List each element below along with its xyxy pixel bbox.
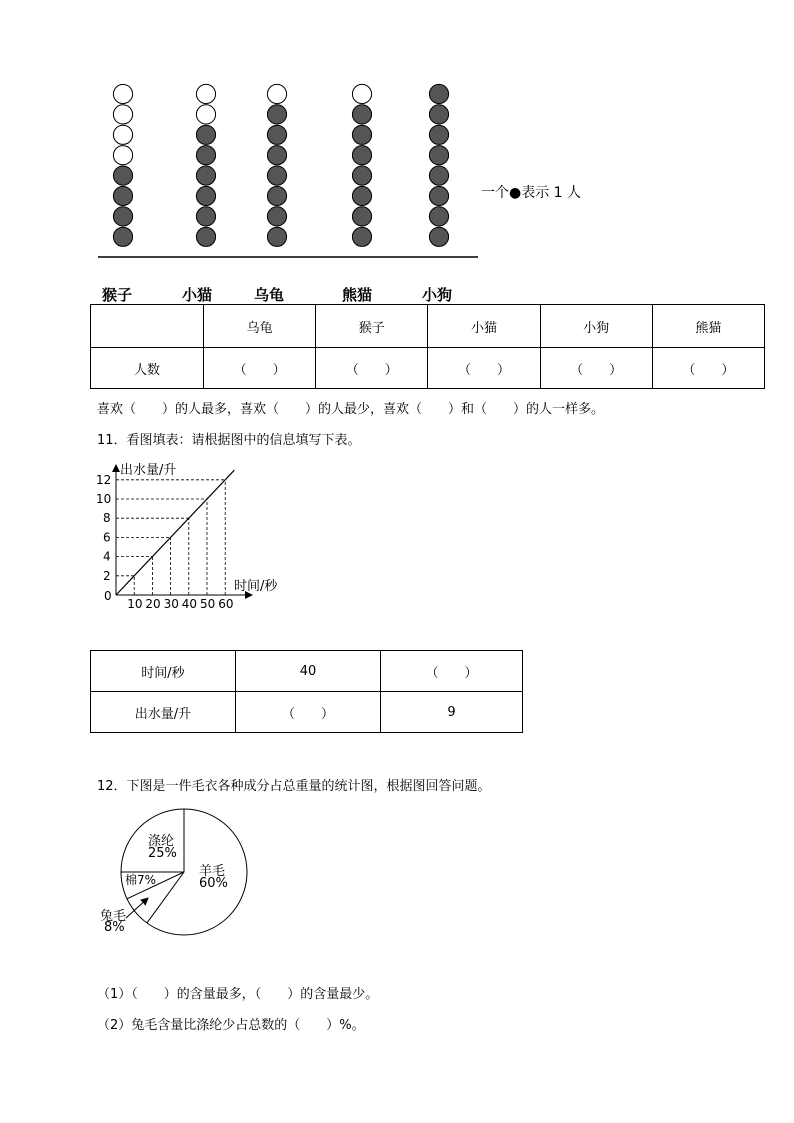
table-cell: 9 [381, 692, 523, 733]
table-cell [91, 305, 204, 348]
pictogram-dot-empty [113, 84, 132, 103]
answer-blank[interactable]: （ ） [652, 348, 764, 389]
pictogram-dot-filled [267, 125, 286, 144]
table-cell: 猴子 [316, 305, 428, 348]
table-cell: 40 [236, 651, 381, 692]
y-tick-label: 2 [103, 568, 111, 583]
pictogram-dot-filled [429, 125, 448, 144]
pictogram-dot-filled [352, 207, 371, 226]
pictogram-dot-filled [429, 105, 448, 124]
pictogram-dot-filled [352, 125, 371, 144]
pictogram-dot-filled [429, 227, 448, 246]
pictogram-dot-filled [429, 166, 448, 185]
series-line [116, 470, 234, 595]
pictogram-dot-filled [267, 207, 286, 226]
pie-label-wool-name: 羊毛 [199, 864, 226, 879]
y-tick-label: 12 [96, 472, 112, 487]
x-tick-label: 20 [145, 597, 161, 611]
pictogram-dot-filled [352, 227, 371, 246]
pictogram-dot-filled [429, 84, 448, 103]
table-cell: 乌龟 [204, 305, 316, 348]
pictogram-dot-filled [429, 146, 448, 165]
pictogram-chart [0, 0, 794, 270]
answer-blank[interactable]: （ ） [204, 348, 316, 389]
table-cell: 时间/秒 [91, 651, 236, 692]
q12-sub1: （1）（ ）的含量最多，（ ）的含量最少。 [97, 987, 379, 1002]
pictogram-dot-empty [196, 84, 215, 103]
x-tick-label: 60 [218, 597, 234, 611]
pictogram-dot-filled [352, 105, 371, 124]
pictogram-dot-filled [196, 186, 215, 205]
pie-label-polyester-pct: 25% [148, 846, 177, 861]
table-cell: 人数 [91, 348, 204, 389]
pictogram-dot-filled [196, 146, 215, 165]
pictogram-dot-filled [267, 186, 286, 205]
pictogram-dot-filled [267, 166, 286, 185]
pictogram-label-monkey: 猴子 [102, 286, 133, 304]
table-cell: 熊猫 [652, 305, 764, 348]
x-tick-label: 30 [163, 597, 179, 611]
pictogram-dot-empty [113, 105, 132, 124]
pie-label-cotton: 棉7% [125, 873, 157, 887]
origin-label: 0 [104, 589, 112, 603]
water-line-chart [90, 455, 310, 615]
pictogram-dot-filled [267, 227, 286, 246]
pie-label-polyester-name: 涤纶 [148, 834, 175, 849]
pictogram-dot-filled [113, 186, 132, 205]
q11-title: 11．看图填表：请根据图中的信息填写下表。 [97, 433, 361, 448]
answer-blank[interactable]: （ ） [428, 348, 540, 389]
pictogram-dot-filled [196, 207, 215, 226]
pictogram-dot-filled [196, 166, 215, 185]
answer-blank[interactable]: （ ） [236, 692, 381, 733]
y-tick-label: 6 [103, 530, 111, 545]
pictogram-dot-empty [267, 84, 286, 103]
answer-blank[interactable]: （ ） [381, 651, 523, 692]
pictogram-dot-filled [113, 207, 132, 226]
pictogram-dot-filled [196, 227, 215, 246]
pictogram-dot-filled [352, 186, 371, 205]
pictogram-dot-filled [352, 146, 371, 165]
y-axis-label: 出水量/升 [120, 463, 177, 478]
pictogram-label-dog: 小狗 [422, 286, 453, 304]
x-tick-label: 40 [181, 597, 198, 611]
table-row [91, 651, 523, 692]
q10-fill-line: 喜欢（ ）的人最多，喜欢（ ）的人最少，喜欢（ ）和（ ）的人一样多。 [97, 402, 605, 417]
pictogram-label-panda: 熊猫 [342, 286, 373, 304]
water-table [90, 650, 523, 733]
pictogram-legend-note: 一个●表示 1 人 [481, 185, 582, 201]
y-tick-label: 10 [96, 492, 112, 506]
pictogram-label-turtle: 乌龟 [254, 286, 285, 304]
pictogram-dot-filled [113, 166, 132, 185]
pictogram-dot-filled [267, 146, 286, 165]
pictogram-dot-filled [429, 207, 448, 226]
answer-blank[interactable]: （ ） [540, 348, 652, 389]
x-tick-label: 50 [200, 597, 216, 611]
pie-label-rabbit-name: 兔毛 [100, 909, 127, 924]
pictogram-dot-filled [429, 186, 448, 205]
animal-count-table [90, 304, 765, 389]
x-tick-label: 10 [127, 597, 143, 611]
table-row [91, 692, 523, 733]
pictogram-dot-empty [196, 105, 215, 124]
table-row [91, 348, 765, 389]
pictogram-dot-filled [352, 166, 371, 185]
pictogram-dot-filled [267, 105, 286, 124]
pie-label-rabbit-pct: 8% [104, 920, 125, 935]
pictogram-dot-filled [196, 125, 215, 144]
table-cell: 出水量/升 [91, 692, 236, 733]
pictogram-dot-empty [352, 84, 371, 103]
y-tick-label: 4 [103, 549, 111, 564]
q12-sub2: （2）兔毛含量比涤纶少占总数的（ ）%。 [97, 1018, 365, 1033]
y-tick-label: 8 [103, 511, 111, 526]
table-cell: 小猫 [428, 305, 540, 348]
pictogram-dot-empty [113, 146, 132, 165]
x-axis-label: 时间/秒 [234, 579, 278, 594]
table-cell: 小狗 [540, 305, 652, 348]
pictogram-label-cat: 小猫 [182, 286, 213, 304]
pictogram-dot-filled [113, 227, 132, 246]
answer-blank[interactable]: （ ） [316, 348, 428, 389]
pie-label-wool-pct: 60% [199, 876, 228, 891]
q12-title: 12．下图是一件毛衣各种成分占总重量的统计图，根据图回答问题。 [97, 779, 491, 794]
pictogram-dot-empty [113, 125, 132, 144]
table-row [91, 305, 765, 348]
